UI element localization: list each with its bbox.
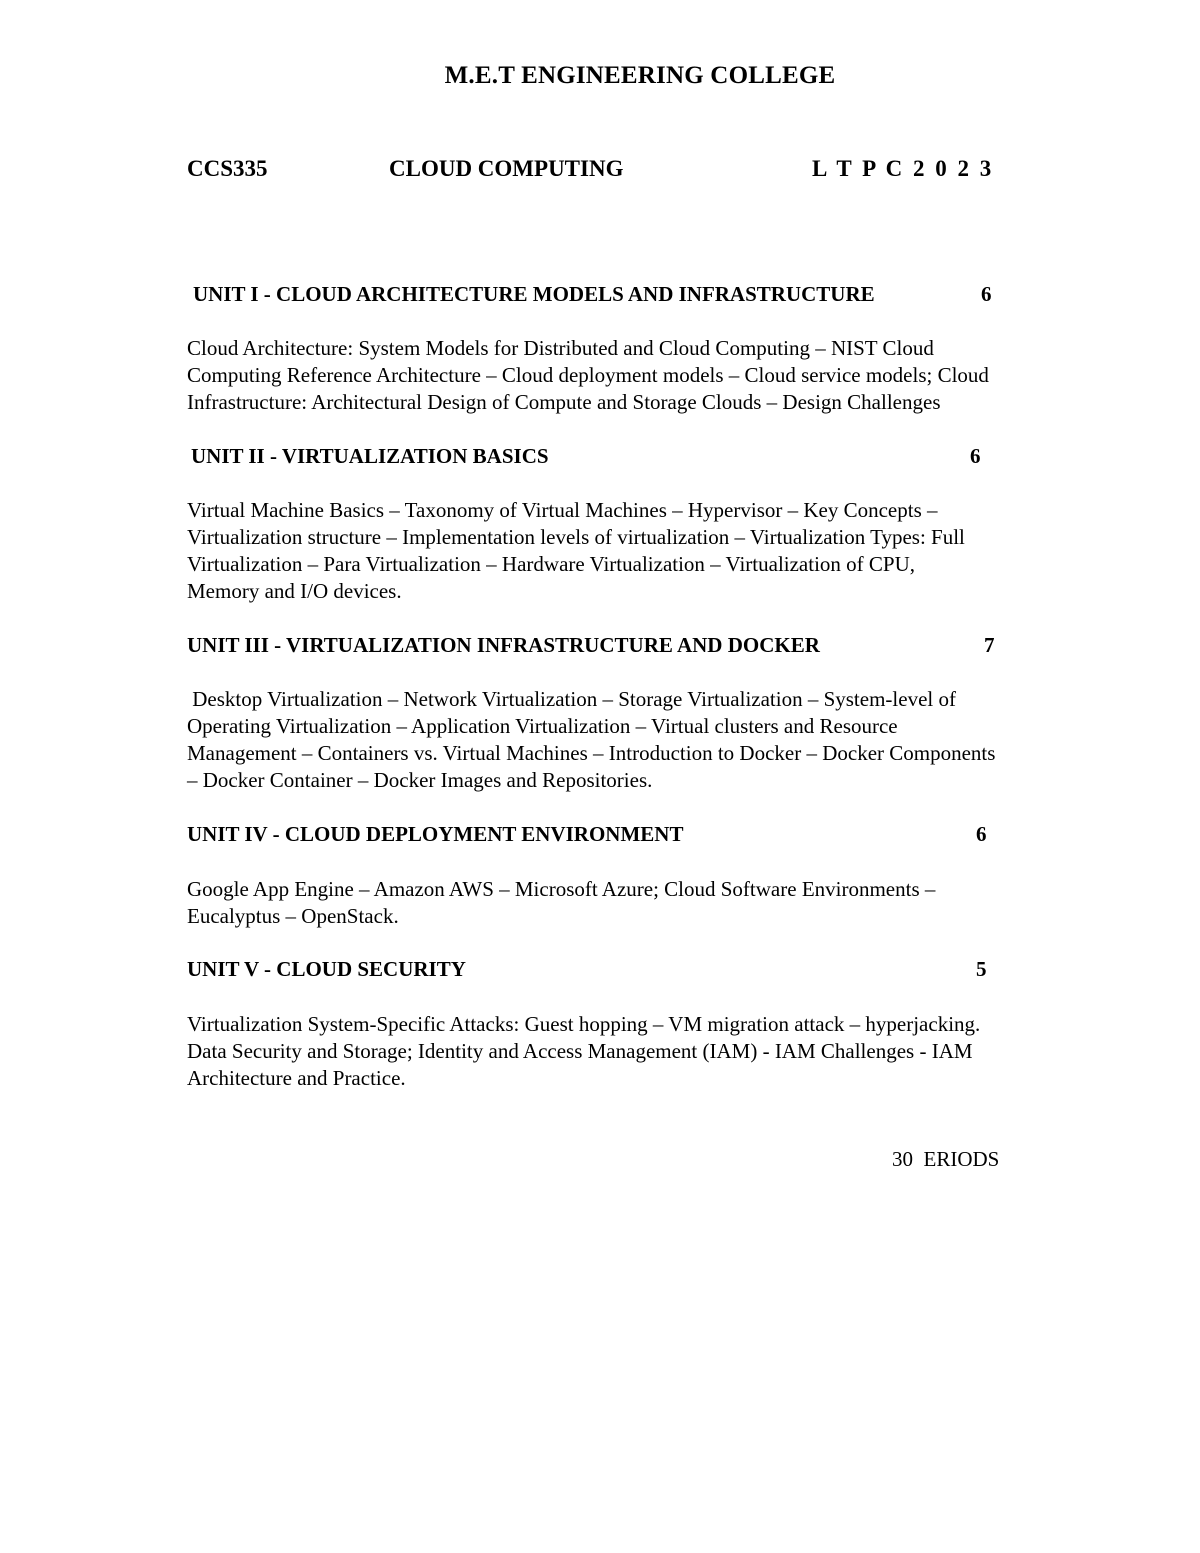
- unit-5-body: [187, 1011, 1107, 1092]
- unit-1-hours: 6: [981, 282, 992, 306]
- unit-5-line: Architecture and Practice.: [187, 1066, 406, 1090]
- unit-5-hours: 5: [976, 957, 987, 981]
- unit-4-heading: [187, 822, 1017, 852]
- unit-3-hours: 7: [984, 633, 995, 657]
- unit-1-title: UNIT I - CLOUD ARCHITECTURE MODELS AND INFRASTRUCTURE: [193, 282, 875, 306]
- course-code: CCS335: [187, 156, 268, 181]
- course-ltpc: L T P C 2 0 2 3: [812, 156, 994, 181]
- unit-3-line: – Docker Container – Docker Images and Repositories.: [187, 768, 653, 792]
- unit-3-body: [187, 686, 1107, 794]
- unit-5-line: Virtualization System-Specific Attacks: Guest hopping – VM migration attack – hyperjacking.: [187, 1012, 981, 1036]
- course-header: [187, 156, 1087, 188]
- unit-4-title: UNIT IV - CLOUD DEPLOYMENT ENVIRONMENT: [187, 822, 684, 846]
- unit-5-title: UNIT V - CLOUD SECURITY: [187, 957, 466, 981]
- unit-2-title: UNIT II - VIRTUALIZATION BASICS: [191, 444, 549, 468]
- unit-1-line: Cloud Architecture: System Models for Distributed and Cloud Computing – NIST Cloud: [187, 336, 934, 360]
- college-title: M.E.T ENGINEERING COLLEGE: [444, 62, 836, 89]
- unit-2-body: [187, 497, 1107, 605]
- unit-4-hours: 6: [976, 822, 987, 846]
- unit-2-heading: [191, 444, 1021, 474]
- course-name: CLOUD COMPUTING: [389, 156, 624, 181]
- unit-3-line: Operating Virtualization – Application Virtualization – Virtual clusters and Resource: [187, 714, 898, 738]
- unit-3-line: Desktop Virtualization – Network Virtualization – Storage Virtualization – System-level of: [187, 687, 956, 711]
- unit-1-line: Computing Reference Architecture – Cloud deployment models – Cloud service models; Cloud: [187, 363, 989, 387]
- unit-4-body: [187, 876, 1107, 930]
- unit-2-hours: 6: [970, 444, 981, 468]
- unit-2-line: Memory and I/O devices.: [187, 579, 402, 603]
- unit-5-line: Data Security and Storage; Identity and Access Management (IAM) - IAM Challenges - IAM: [187, 1039, 973, 1063]
- unit-2-line: Virtual Machine Basics – Taxonomy of Virtual Machines – Hypervisor – Key Concepts –: [187, 498, 938, 522]
- unit-3-title: UNIT III - VIRTUALIZATION INFRASTRUCTURE AND DOCKER: [187, 633, 820, 657]
- unit-4-line: Google App Engine – Amazon AWS – Microsoft Azure; Cloud Software Environments –: [187, 877, 936, 901]
- unit-1-body: [187, 335, 1107, 416]
- unit-3-line: Management – Containers vs. Virtual Machines – Introduction to Docker – Docker Components: [187, 741, 996, 765]
- unit-2-line: Virtualization – Para Virtualization – Hardware Virtualization – Virtualization of CPU,: [187, 552, 916, 576]
- unit-1-line: Infrastructure: Architectural Design of Compute and Storage Clouds – Design Challenges: [187, 390, 941, 414]
- unit-4-line: Eucalyptus – OpenStack.: [187, 904, 399, 928]
- unit-1-heading: [193, 282, 1023, 312]
- unit-5-heading: [187, 957, 1017, 987]
- unit-3-heading: [187, 633, 1017, 663]
- total-periods: 30 ERIODS: [892, 1147, 1000, 1171]
- unit-2-line: Virtualization structure – Implementation levels of virtualization – Virtualization Types: Full: [187, 525, 965, 549]
